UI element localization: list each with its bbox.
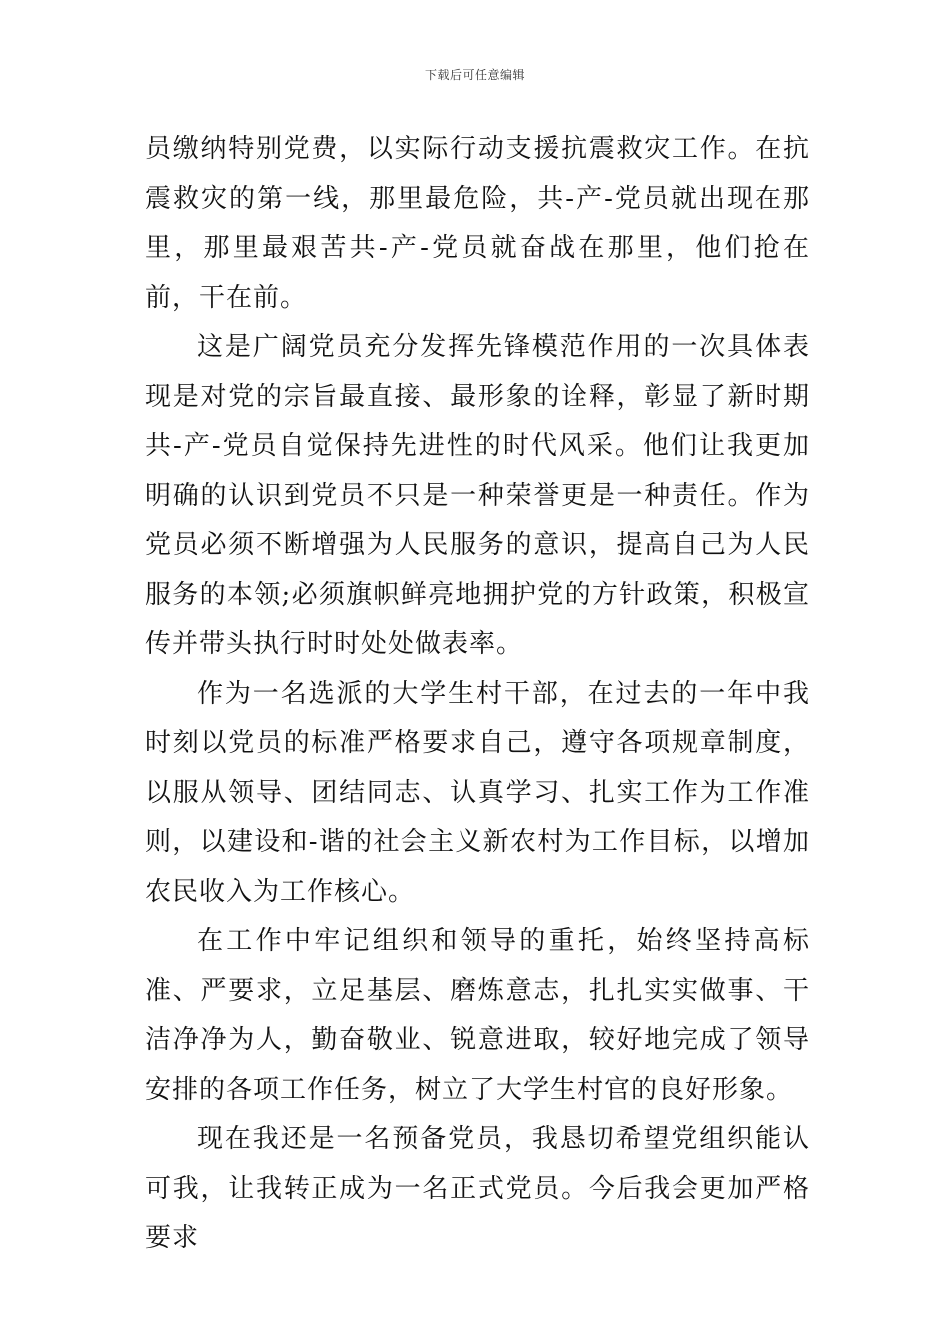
paragraph: 作为一名选派的大学生村干部，在过去的一年中我时刻以党员的标准严格要求自己，遵守各项规章制度，以服从领导、团结同志、认真学习、扎实工作为工作准则，以建设和-谐的社会主义新农村为工作目标，以增加农民收入为工作核心。 <box>145 678 810 907</box>
page-header: 下载后可任意编辑 <box>424 68 525 82</box>
paragraph: 现在我还是一名预备党员，我恳切希望党组织能认可我，让我转正成为一名正式党员。今后我会更加严格要求 <box>145 1124 810 1253</box>
document-body <box>145 125 810 1264</box>
paragraph: 员缴纳特别党费，以实际行动支援抗震救灾工作。在抗震救灾的第一线，那里最危险，共-产-党员就出现在那里，那里最艰苦共-产-党员就奋战在那里，他们抢在前，干在前。 <box>145 134 810 313</box>
paragraph: 在工作中牢记组织和领导的重托，始终坚持高标准、严要求，立足基层、磨炼意志，扎扎实实做事、干洁净净为人，勤奋敬业、锐意进取，较好地完成了领导安排的各项工作任务，树立了大学生村官的良好形象。 <box>145 926 810 1105</box>
paragraph: 这是广阔党员充分发挥先锋模范作用的一次具体表现是对党的宗旨最直接、最形象的诠释，彰显了新时期共-产-党员自觉保持先进性的时代风采。他们让我更加明确的认识到党员不只是一种荣誉更是一种责任。作为党员必须不断增强为人民服务的意识，提高自己为人民服务的本领;必须旗帜鲜亮地拥护党的方针政策，积极宣传并带头执行时时处处做表率。 <box>145 332 810 659</box>
